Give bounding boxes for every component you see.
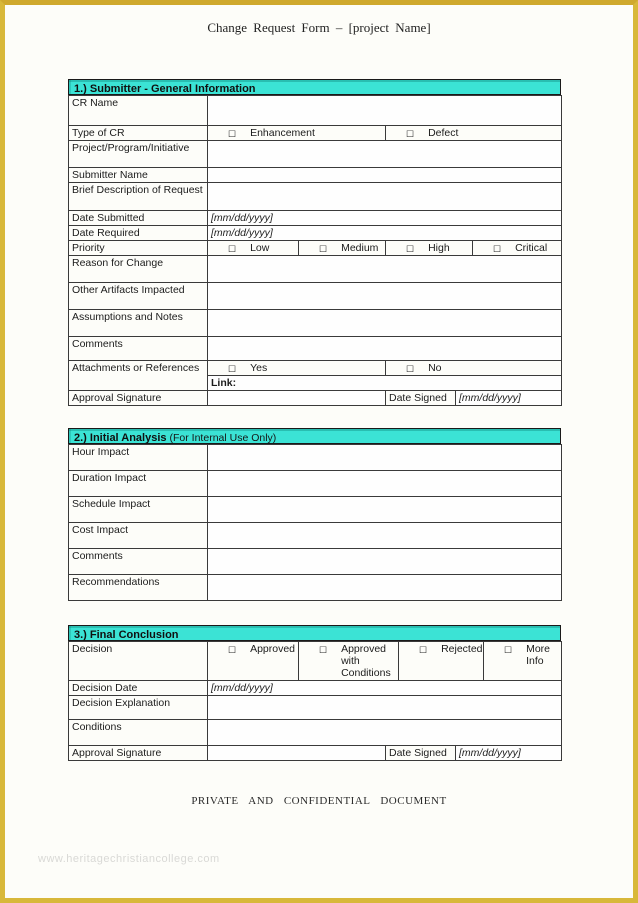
row-cost-impact	[69, 523, 562, 549]
section-initial-analysis	[68, 428, 561, 601]
decision-more-info-option[interactable]	[484, 642, 562, 681]
row-date-required	[69, 226, 562, 241]
brief-description-label: Brief Description of Request	[69, 183, 208, 211]
row-assumptions	[69, 310, 562, 337]
section3-table	[68, 641, 562, 761]
approval-s3-label: Approval Signature	[69, 746, 208, 761]
decision-date-label: Decision Date	[69, 681, 208, 696]
date-required-placeholder: [mm/dd/yyyy]	[211, 227, 273, 239]
decision-explanation-label: Decision Explanation	[69, 696, 208, 720]
comments-s1-label: Comments	[69, 337, 208, 361]
assumptions-input[interactable]	[208, 310, 562, 337]
section1-table	[68, 95, 562, 406]
priority-high-option[interactable]	[386, 241, 473, 256]
approval-s1-signature-input[interactable]	[208, 391, 386, 406]
date-required-label: Date Required	[69, 226, 208, 241]
row-decision	[69, 642, 562, 681]
decision-date-input[interactable]	[208, 681, 562, 696]
cr-name-input[interactable]	[208, 96, 562, 126]
row-hour-impact	[69, 445, 562, 471]
checkbox-high-icon[interactable]: ☐	[406, 244, 415, 254]
row-duration-impact	[69, 471, 562, 497]
schedule-impact-input[interactable]	[208, 497, 562, 523]
date-submitted-placeholder: [mm/dd/yyyy]	[211, 212, 273, 224]
date-submitted-label: Date Submitted	[69, 211, 208, 226]
priority-medium-option[interactable]	[299, 241, 386, 256]
page-title: Change Request Form – [project Name]	[207, 20, 431, 35]
row-cr-name	[69, 96, 562, 126]
priority-critical-option[interactable]	[473, 241, 562, 256]
approved-conditions-label: Approved with Conditions	[341, 643, 391, 679]
watermark-text: www.heritagechristiancollege.com	[38, 853, 220, 865]
decision-label: Decision	[69, 642, 208, 681]
priority-label: Priority	[69, 241, 208, 256]
date-submitted-input[interactable]	[208, 211, 562, 226]
row-decision-explanation	[69, 696, 562, 720]
section2-header	[68, 428, 561, 444]
checkbox-approved-conditions-icon[interactable]: ☐	[319, 645, 328, 655]
assumptions-label: Assumptions and Notes	[69, 310, 208, 337]
date-signed-s1-input[interactable]	[456, 391, 562, 406]
row-priority	[69, 241, 562, 256]
form-area	[68, 79, 561, 761]
recommendations-input[interactable]	[208, 575, 562, 601]
other-artifacts-label: Other Artifacts Impacted	[69, 283, 208, 310]
date-signed-s1-placeholder: [mm/dd/yyyy]	[459, 392, 521, 404]
row-comments-s1	[69, 337, 562, 361]
date-signed-s1-label: Date Signed	[386, 391, 456, 406]
section-gap	[68, 601, 561, 625]
comments-s2-label: Comments	[69, 549, 208, 575]
cost-impact-label: Cost Impact	[69, 523, 208, 549]
cost-impact-input[interactable]	[208, 523, 562, 549]
duration-impact-label: Duration Impact	[69, 471, 208, 497]
row-decision-date	[69, 681, 562, 696]
checkbox-critical-icon[interactable]: ☐	[493, 244, 502, 254]
checkbox-medium-icon[interactable]: ☐	[319, 244, 328, 254]
date-signed-s3-label: Date Signed	[386, 746, 456, 761]
row-attachments	[69, 361, 562, 376]
section1-title: 1.) Submitter - General Information	[74, 83, 256, 95]
decision-approved-conditions-option[interactable]	[299, 642, 399, 681]
row-submitter-name	[69, 168, 562, 183]
row-approval-s3	[69, 746, 562, 761]
more-info-label: More Info	[526, 643, 551, 667]
row-reason	[69, 256, 562, 283]
schedule-impact-label: Schedule Impact	[69, 497, 208, 523]
checkbox-no-icon[interactable]: ☐	[406, 364, 415, 374]
checkbox-defect-icon[interactable]: ☐	[406, 129, 415, 139]
checkbox-approved-icon[interactable]: ☐	[228, 645, 237, 655]
row-conditions	[69, 720, 562, 746]
date-required-input[interactable]	[208, 226, 562, 241]
defect-label: Defect	[428, 127, 459, 139]
hour-impact-label: Hour Impact	[69, 445, 208, 471]
no-label: No	[428, 362, 442, 374]
section1-header	[68, 79, 561, 95]
checkbox-rejected-icon[interactable]: ☐	[419, 645, 428, 655]
approval-s1-label: Approval Signature	[69, 391, 208, 406]
section2-title: 2.) Initial Analysis	[74, 432, 167, 444]
link-label: Link:	[211, 377, 237, 389]
critical-label: Critical	[515, 242, 548, 254]
approval-s3-signature-input[interactable]	[208, 746, 386, 761]
row-schedule-impact	[69, 497, 562, 523]
type-defect-option[interactable]	[386, 126, 562, 141]
high-label: High	[428, 242, 450, 254]
submitter-name-label: Submitter Name	[69, 168, 208, 183]
row-date-submitted	[69, 211, 562, 226]
recommendations-label: Recommendations	[69, 575, 208, 601]
attachments-no-option[interactable]	[386, 361, 562, 376]
reason-input[interactable]	[208, 256, 562, 283]
hour-impact-input[interactable]	[208, 445, 562, 471]
enhancement-label: Enhancement	[250, 127, 315, 139]
decision-rejected-option[interactable]	[399, 642, 484, 681]
approved-label: Approved	[250, 643, 296, 655]
type-enhancement-option[interactable]	[208, 126, 386, 141]
comments-s1-input[interactable]	[208, 337, 562, 361]
attachments-label: Attachments or References	[69, 361, 208, 391]
row-recommendations	[69, 575, 562, 601]
medium-label: Medium	[341, 242, 379, 254]
yes-label: Yes	[250, 362, 268, 374]
confidential-notice: PRIVATE AND CONFIDENTIAL DOCUMENT	[191, 795, 447, 807]
checkbox-more-info-icon[interactable]: ☐	[504, 645, 513, 655]
row-comments-s2	[69, 549, 562, 575]
submitter-name-input[interactable]	[208, 168, 562, 183]
row-approval-s1	[69, 391, 562, 406]
brief-description-input[interactable]	[208, 183, 562, 211]
section3-header	[68, 625, 561, 641]
row-type-of-cr	[69, 126, 562, 141]
section2-subtitle: (For Internal Use Only)	[169, 432, 277, 444]
priority-low-option[interactable]	[208, 241, 299, 256]
section-submitter	[68, 79, 561, 406]
comments-s2-input[interactable]	[208, 549, 562, 575]
link-input[interactable]	[208, 376, 562, 391]
cr-name-label: CR Name	[69, 96, 208, 126]
checkbox-low-icon[interactable]: ☐	[228, 244, 237, 254]
row-project	[69, 141, 562, 168]
rejected-label: Rejected	[441, 643, 483, 655]
date-signed-s3-placeholder: [mm/dd/yyyy]	[459, 747, 521, 759]
other-artifacts-input[interactable]	[208, 283, 562, 310]
conditions-input[interactable]	[208, 720, 562, 746]
project-input[interactable]	[208, 141, 562, 168]
section2-table	[68, 444, 562, 601]
decision-date-placeholder: [mm/dd/yyyy]	[211, 682, 273, 694]
row-brief-description	[69, 183, 562, 211]
checkbox-enhancement-icon[interactable]: ☐	[228, 129, 237, 139]
date-signed-s3-input[interactable]	[456, 746, 562, 761]
type-of-cr-label: Type of CR	[69, 126, 208, 141]
low-label: Low	[250, 242, 270, 254]
reason-label: Reason for Change	[69, 256, 208, 283]
section3-title: 3.) Final Conclusion	[74, 629, 179, 641]
section-final-conclusion	[68, 625, 561, 761]
decision-approved-option[interactable]	[208, 642, 299, 681]
checkbox-yes-icon[interactable]: ☐	[228, 364, 237, 374]
conditions-label: Conditions	[69, 720, 208, 746]
decision-explanation-input[interactable]	[208, 696, 562, 720]
project-label: Project/Program/Initiative	[69, 141, 208, 168]
attachments-yes-option[interactable]	[208, 361, 386, 376]
section-gap	[68, 406, 561, 428]
duration-impact-input[interactable]	[208, 471, 562, 497]
row-other-artifacts	[69, 283, 562, 310]
